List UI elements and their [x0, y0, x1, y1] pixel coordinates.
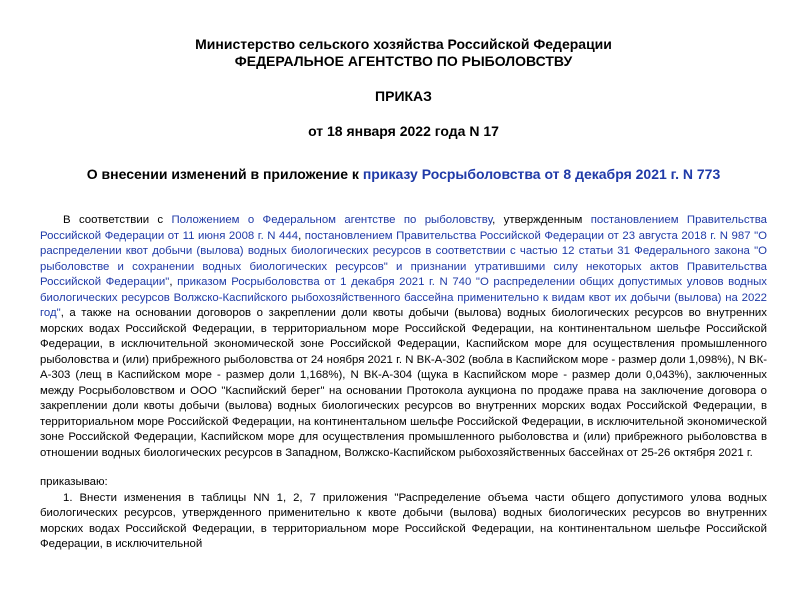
- preamble-text-1: В соответствии с: [63, 214, 172, 226]
- preamble-text-3: ,: [298, 229, 305, 242]
- document-type: ПРИКАЗ: [375, 88, 432, 104]
- paragraph-order-word: приказываю:: [40, 476, 108, 488]
- link-decree-444[interactable]: постановлением Правительства Российской Федерации от 11 июня 2008 г. N 444: [40, 214, 767, 242]
- document-subject: [40, 166, 767, 183]
- link-decree-987[interactable]: постановлением Правительства Российской Федерации от 23 августа 2018 г. N 987 "О распределении квот добычи (вылова) водных биологических ресурсов в соответствии с частью 12 статьи 31 Федерального закона "О рыболовстве и сохранении водных биологических ресурсов" и признании утратившими силу некоторых актов Правительства Российской Федерации": [40, 229, 767, 288]
- paragraph-preamble: [40, 213, 767, 461]
- preamble-text-2: , утвержденным: [492, 214, 591, 226]
- preamble-text-4: ,: [169, 276, 178, 288]
- document-page: [0, 36, 807, 607]
- link-order-740[interactable]: приказом Росрыболовства от 1 декабря 2021 г. N 740 "О распределении общих допустимых уловов водных биологических ресурсов Волжско-Каспийского рыбохозяйственного бассейна применительно к видам квот их добычи (вылова) на 2022 год": [40, 276, 767, 319]
- agency-name: ФЕДЕРАЛЬНОЕ АГЕНТСТВО ПО РЫБОЛОВСТВУ: [234, 53, 573, 69]
- subject-link-order-773[interactable]: приказу Росрыболовства от 8 декабря 2021 г. N 773: [362, 166, 721, 182]
- preamble-text-5: , а также на основании договоров о закреплении доли квоты добычи (вылова) водных биологических ресурсов во внутренних морских водах Российской Федерации, в территориальном море Российской Федерации, на континентальном шельфе Российской Федерации, в исключительной экономической зоне Российской Федерации, Каспийском море для осуществления промышленного рыболовства и (или) прибрежного рыболовства от 24 ноября 2021 г. N ВК-А-302 (вобла в Каспийском море - размер доли 1,098%), N ВК-А-303 (лещ в Каспийском море - размер доли 1,168%), N ВК-А-304 (щука в Каспийском море - размер доли 0,043%), заключенных между Росрыболовством и ООО "Каспийский берег" на основании Протокола аукциона по продаже права на заключение договора о закреплении доли квоты добычи (вылова) водных биологических ресурсов во внутренних морских водах Российской Федерации, в территориальном море Российской Федерации, на континентальном шельфе Российской Федерации, в исключительной экономической зоне Российской Федерации, Каспийском море для осуществления промышленного рыболовства и (или) прибрежного рыболовства в отношении водных биологических ресурсов в Западном, Волжско-Каспийском рыбохозяйственных бассейнах от 25-26 октября 2021 г.: [40, 307, 767, 459]
- paragraph-item-1: 1. Внести изменения в таблицы NN 1, 2, 7 приложения "Распределение объема части общего допустимого улова водных биологических ресурсов, утвержденного применительно к квоте добычи (вылова) водных биологических ресурсов во внутренних морских водах Российской Федерации, в территориальном море Российской Федерации, на континентальном шельфе Российской Федерации, в исключительной: [40, 491, 767, 550]
- link-regulation-agency[interactable]: Положением о Федеральном агентстве по рыболовству: [171, 214, 493, 226]
- subject-prefix: О внесении изменений в приложение к: [86, 166, 363, 182]
- ministry-name: Министерство сельского хозяйства Российской Федерации: [195, 36, 612, 52]
- document-date-number: от 18 января 2022 года N 17: [308, 123, 499, 139]
- document-body: [40, 213, 767, 553]
